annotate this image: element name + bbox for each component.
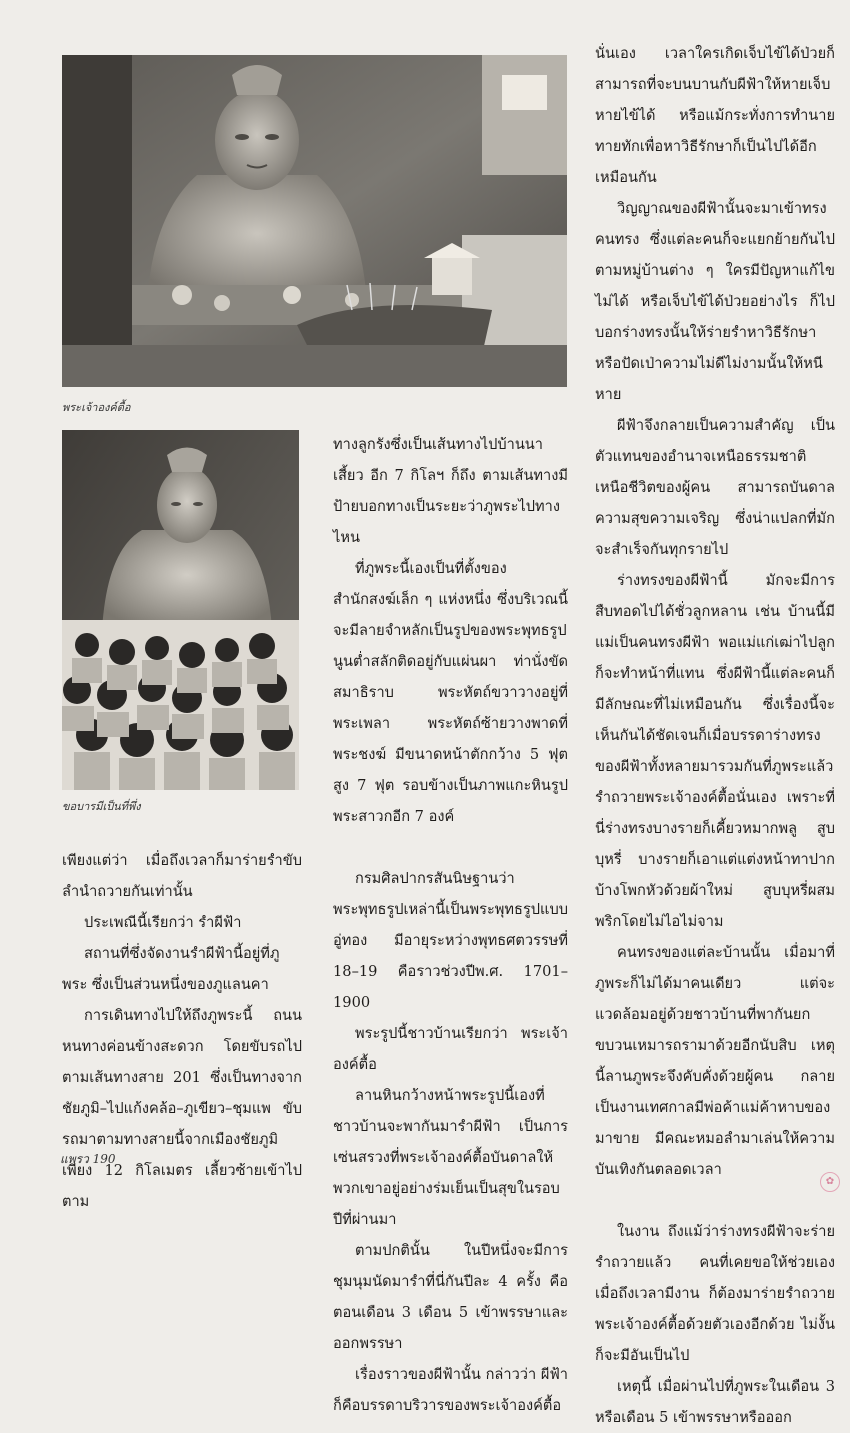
page-footer xyxy=(60,1150,116,1169)
paragraph: การเดินทางไปให้ถึงภูพระนี้ ถนนหนทางค่อนข้างสะดวก โดยขับรถไปตามเส้นทางสาย 201 ซึ่งเป็นทางจากชัยภูมิ–ไปแก้งคล้อ–ภูเขียว–ชุมแพ ขับรถมาตามทางสายนี้จากเมืองชัยภูมิเพียง 12 กิโลเมตร เลี้ยวซ้ายเข้าไปตาม xyxy=(62,1007,302,1210)
paragraph: ที่ภูพระนี้เองเป็นที่ตั้งของสำนักสงฆ์เล็ก ๆ แห่งหนึ่ง ซึ่งบริเวณนี้จะมีลายจำหลักเป็นรูปของพระพุทธรูปนูนต่ำสลักติดอยู่กับแผ่นผา ท่านั่งขัดสมาธิราบ พระหัตถ์ขวาวางอยู่ที่พระเพลา พระหัตถ์ซ้ายวางพาดที่พระชงฆ์ มีขนาดหน้าตักกว้าง 5 ฟุต สูง 7 ฟุต รอบข้างเป็นภาพแกะหินรูปพระสาวกอีก 7 องค์ xyxy=(333,560,568,825)
text-column-2 xyxy=(333,429,568,1421)
watermark-icon: ✿ xyxy=(820,1172,840,1192)
magazine-name: แพรว xyxy=(60,1152,89,1166)
paragraph: ทางลูกรังซึ่งเป็นเส้นทางไปบ้านนาเสี้ยว อีก 7 กิโลฯ ก็ถึง ตามเส้นทางมีป้ายบอกทางเป็นระยะว่าภูพระไปทางไหน xyxy=(333,436,568,546)
paragraph: ตามปกตินั้น ในปีหนึ่งจะมีการชุมนุมนัดมารำที่นี่กันปีละ 4 ครั้ง คือตอนเดือน 3 เดือน 5 เข้าพรรษาและออกพรรษา xyxy=(333,1242,568,1352)
paragraph: วิญญาณของผีฟ้านั้นจะมาเข้าทรงคนทรง ซึ่งแต่ละคนก็จะแยกย้ายกันไปตามหมู่บ้านต่าง ๆ ใครมีปัญหาแก้ไขไม่ได้ หรือเจ็บไข้ได้ป่วยอย่างไร ก็ไปบอกร่างทรงนั้นให้ร่ายรำหาวิธีรักษาหรือปัดเป่าความไม่ดีไม่งามนั้นให้หนีหาย xyxy=(595,200,835,403)
paragraph: นั่นเอง เวลาใครเกิดเจ็บไข้ได้ป่วยก็สามารถที่จะบนบานกับผีฟ้าให้หายเจ็บหายไข้ได้ หรือแม้กระทั่งการทำนายทายทักเพื่อหาวิธีรักษาก็เป็นไปได้อีกเหมือนกัน xyxy=(595,45,835,186)
worshippers-photo xyxy=(62,430,299,790)
text-column-3 xyxy=(595,38,835,1433)
buddha-relief-photo xyxy=(62,55,567,387)
paragraph: กรมศิลปากรสันนิษฐานว่าพระพุทธรูปเหล่านี้เป็นพระพุทธรูปแบบอู่ทอง มีอายุระหว่างพุทธศตวรรษที่ 18–19 คือราวช่วงปีพ.ศ. 1701–1900 xyxy=(333,870,568,1011)
caption-top-photo: พระเจ้าองค์ตื้อ xyxy=(62,401,131,414)
paragraph: สถานที่ซึ่งจัดงานรำผีฟ้านี้อยู่ที่ภูพระ ซึ่งเป็นส่วนหนึ่งของภูแลนคา xyxy=(62,945,280,993)
caption-bottom-photo: ขอบารมีเป็นที่พึ่ง xyxy=(62,800,141,813)
paragraph: เหตุนี้ เมื่อผ่านไปที่ภูพระในเดือน 3 หรือเดือน 5 เข้าพรรษาหรือออก xyxy=(595,1378,835,1426)
paragraph: คนทรงของแต่ละบ้านนั้น เมื่อมาที่ภูพระก็ไม่ได้มาคนเดียว แต่จะแวดล้อมอยู่ด้วยชาวบ้านที่พากันยกขบวนเหมารถรามาด้วยอีกนับสิบ เหตุนี้ลานภูพระจึงคับคั่งด้วยผู้คน กลายเป็นงานเทศกาลมีพ่อค้าแม่ค้าหาบของมาขาย มีคณะหมอลำมาเล่นให้ความบันเทิงกันตลอดเวลา xyxy=(595,944,835,1178)
paragraph: ผีฟ้าจึงกลายเป็นความสำคัญ เป็นตัวแทนของอำนาจเหนือธรรมชาติ เหนือชีวิตของผู้คน สามารถบันดาลความสุขความเจริญ ซึ่งน่าแปลกที่มักจะสำเร็จกันทุกรายไป xyxy=(595,417,835,558)
paragraph: ลานหินกว้างหน้าพระรูปนี้เองที่ชาวบ้านจะพากันมารำผีฟ้า เป็นการเซ่นสรวงที่พระเจ้าองค์ตื้อบันดาลให้พวกเขาอยู่อย่างร่มเย็นเป็นสุขในรอบปีที่ผ่านมา xyxy=(333,1087,568,1228)
page-number: 190 xyxy=(92,1152,116,1166)
paragraph: ร่างทรงของผีฟ้านี้ มักจะมีการสืบทอดไปได้ชั่วลูกหลาน เช่น บ้านนี้มีแม่เป็นคนทรงผีฟ้า พอแม่แก่เฒ่าไปลูกก็จะทำหน้าที่แทน ซึ่งผีฟ้านี้แต่ละคนก็มีลักษณะที่ไม่เหมือนกัน ซึ่งเรื่องนี้จะเห็นกันได้ชัดเจนก็เมื่อบรรดาร่างทรงของผีฟ้าทั้งหลายมารวมกันที่ภูพระแล้วรำถวายพระเจ้าองค์ตื้อนั่นเอง เพราะที่นี่ร่างทรงบางรายก็เคี้ยวหมากพลู สูบบุหรี่ บางรายก็เอาแต่แต่งหน้าทาปาก บ้างโพกหัวด้วยผ้าใหม่ สูบบุหรี่ผสมพริกโดยไม่ไอไม่จาม xyxy=(595,572,835,930)
paragraph: เรื่องราวของผีฟ้านั้น กล่าวว่า ผีฟ้าก็คือบรรดาบริวารของพระเจ้าองค์ตื้อ xyxy=(333,1366,568,1414)
paragraph: เพียงแต่ว่า เมื่อถึงเวลาก็มาร่ายรำขับลำนำถวายกันเท่านั้น xyxy=(62,852,302,900)
paragraph: ประเพณีนี้เรียกว่า รำผีฟ้า xyxy=(84,914,242,931)
paragraph: ในงาน ถึงแม้ว่าร่างทรงผีฟ้าจะร่ายรำถวายแล้ว คนที่เคยขอให้ช่วยเองเมื่อถึงเวลามีงาน ก็ต้องมาร่ายรำถวายพระเจ้าองค์ตื้อด้วยตัวเองอีกด้วย ไม่งั้นก็จะมีอันเป็นไป xyxy=(595,1223,835,1364)
paragraph: พระรูปนี้ชาวบ้านเรียกว่า พระเจ้าองค์ตื้อ xyxy=(333,1025,568,1073)
